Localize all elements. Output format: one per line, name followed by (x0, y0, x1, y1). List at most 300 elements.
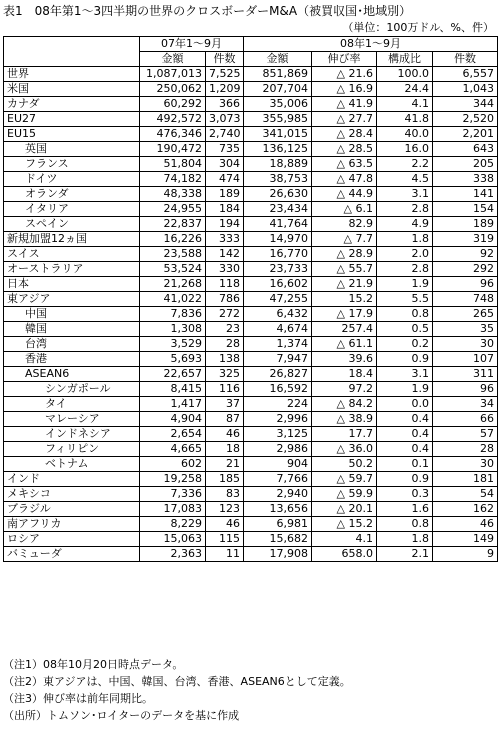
row-label: 英国 (25, 142, 47, 155)
row-label-cell (4, 97, 140, 112)
cell-share-08: 100.0 (377, 67, 433, 82)
cell-amount-07: 1,087,013 (140, 67, 206, 82)
cell-count-07: 21 (206, 457, 244, 472)
table-row (4, 367, 498, 382)
cell-growth-08: △ 17.9 (312, 307, 377, 322)
table-row (4, 202, 498, 217)
table-row (4, 187, 498, 202)
cell-amount-07: 51,804 (140, 157, 206, 172)
row-label: カナダ (7, 97, 40, 110)
table-title: 表1 08年第1～3四半期の世界のクロスボーダーM&A（被買収国･地域別） (3, 4, 412, 18)
col-header-amount-08: 金額 (244, 52, 312, 67)
cell-growth-08: 15.2 (312, 292, 377, 307)
cell-growth-08: △ 16.9 (312, 82, 377, 97)
row-label: シンガポール (45, 382, 111, 395)
row-label-cell (4, 367, 140, 382)
cell-amount-07: 2,363 (140, 547, 206, 562)
row-label-cell (4, 337, 140, 352)
cell-amount-08: 6,981 (244, 517, 312, 532)
col-header-growth-08: 伸び率 (312, 52, 377, 67)
cell-amount-08: 355,985 (244, 112, 312, 127)
table-row (4, 337, 498, 352)
cell-amount-08: 47,255 (244, 292, 312, 307)
cell-count-08: 96 (433, 382, 498, 397)
row-label: ASEAN6 (25, 367, 70, 380)
cell-count-08: 141 (433, 187, 498, 202)
cell-amount-07: 1,417 (140, 397, 206, 412)
unit-note: （単位：100万ドル、%、件） (342, 21, 494, 34)
cell-amount-08: 18,889 (244, 157, 312, 172)
row-label: タイ (45, 397, 67, 410)
cell-count-07: 2,740 (206, 127, 244, 142)
cell-growth-08: △ 47.8 (312, 172, 377, 187)
row-label-cell (4, 547, 140, 562)
row-label: ロシア (7, 532, 40, 545)
cell-growth-08: 39.6 (312, 352, 377, 367)
row-label-cell (4, 232, 140, 247)
cell-count-07: 118 (206, 277, 244, 292)
table-row (4, 472, 498, 487)
cell-amount-07: 22,657 (140, 367, 206, 382)
cell-amount-07: 4,665 (140, 442, 206, 457)
row-label-cell (4, 322, 140, 337)
row-label: フィリピン (45, 442, 100, 455)
cell-count-08: 2,201 (433, 127, 498, 142)
cell-amount-07: 8,229 (140, 517, 206, 532)
row-label: ドイツ (25, 172, 58, 185)
table-row (4, 307, 498, 322)
cell-count-07: 18 (206, 442, 244, 457)
cell-share-08: 0.5 (377, 322, 433, 337)
cell-count-07: 304 (206, 157, 244, 172)
cell-count-07: 115 (206, 532, 244, 547)
cell-count-08: 66 (433, 412, 498, 427)
cell-amount-08: 4,674 (244, 322, 312, 337)
cell-share-08: 5.5 (377, 292, 433, 307)
cell-share-08: 3.1 (377, 187, 433, 202)
row-label: 韓国 (25, 322, 47, 335)
cell-amount-07: 5,693 (140, 352, 206, 367)
table-row (4, 382, 498, 397)
table-row (4, 277, 498, 292)
row-label-cell (4, 67, 140, 82)
cell-growth-08: △ 63.5 (312, 157, 377, 172)
row-label-cell (4, 247, 140, 262)
cell-amount-08: 23,434 (244, 202, 312, 217)
footnote: （出所）トムソン･ロイターのデータを基に作成 (3, 709, 240, 722)
cell-count-07: 83 (206, 487, 244, 502)
cell-share-08: 2.8 (377, 202, 433, 217)
cell-amount-07: 41,022 (140, 292, 206, 307)
row-label-cell (4, 172, 140, 187)
cell-growth-08: △ 21.6 (312, 67, 377, 82)
row-label-cell (4, 472, 140, 487)
row-label: EU15 (7, 127, 36, 140)
row-label: 台湾 (25, 337, 47, 350)
cell-count-07: 272 (206, 307, 244, 322)
cell-amount-08: 17,908 (244, 547, 312, 562)
col-header-share-08: 構成比 (377, 52, 433, 67)
cell-amount-08: 2,940 (244, 487, 312, 502)
cell-count-07: 184 (206, 202, 244, 217)
cell-amount-07: 602 (140, 457, 206, 472)
cell-amount-08: 16,770 (244, 247, 312, 262)
cell-share-08: 0.9 (377, 472, 433, 487)
cell-share-08: 2.2 (377, 157, 433, 172)
header-period-2008: 08年1～9月 (244, 37, 498, 52)
cell-count-07: 3,073 (206, 112, 244, 127)
cell-count-08: 30 (433, 337, 498, 352)
cell-growth-08: △ 28.4 (312, 127, 377, 142)
cell-amount-07: 8,415 (140, 382, 206, 397)
cell-amount-08: 136,125 (244, 142, 312, 157)
ma-table (3, 36, 498, 562)
cell-count-07: 11 (206, 547, 244, 562)
cell-share-08: 2.1 (377, 547, 433, 562)
row-label: バミューダ (7, 547, 62, 560)
col-header-amount-07: 金額 (140, 52, 206, 67)
cell-count-08: 9 (433, 547, 498, 562)
row-label: EU27 (7, 112, 36, 125)
table-row (4, 397, 498, 412)
cell-count-08: 162 (433, 502, 498, 517)
cell-amount-07: 16,226 (140, 232, 206, 247)
cell-share-08: 41.8 (377, 112, 433, 127)
cell-count-07: 786 (206, 292, 244, 307)
table-row (4, 292, 498, 307)
row-label: イタリア (25, 202, 69, 215)
cell-amount-07: 60,292 (140, 97, 206, 112)
cell-amount-08: 7,766 (244, 472, 312, 487)
row-label-cell (4, 202, 140, 217)
cell-count-07: 46 (206, 517, 244, 532)
cell-amount-07: 53,524 (140, 262, 206, 277)
cell-amount-08: 15,682 (244, 532, 312, 547)
cell-amount-08: 6,432 (244, 307, 312, 322)
row-label-cell (4, 487, 140, 502)
row-label: ベトナム (45, 457, 89, 470)
row-label-cell (4, 397, 140, 412)
cell-count-08: 205 (433, 157, 498, 172)
cell-share-08: 2.8 (377, 262, 433, 277)
cell-count-07: 333 (206, 232, 244, 247)
row-label-cell (4, 502, 140, 517)
cell-count-07: 23 (206, 322, 244, 337)
cell-count-08: 57 (433, 427, 498, 442)
cell-count-07: 189 (206, 187, 244, 202)
cell-growth-08: △ 6.1 (312, 202, 377, 217)
cell-growth-08: 658.0 (312, 547, 377, 562)
row-label: 米国 (7, 82, 29, 95)
cell-count-08: 92 (433, 247, 498, 262)
cell-count-07: 474 (206, 172, 244, 187)
cell-growth-08: △ 55.7 (312, 262, 377, 277)
cell-count-08: 643 (433, 142, 498, 157)
cell-share-08: 0.2 (377, 337, 433, 352)
cell-share-08: 0.0 (377, 397, 433, 412)
cell-growth-08: △ 61.1 (312, 337, 377, 352)
cell-share-08: 2.0 (377, 247, 433, 262)
cell-share-08: 0.8 (377, 307, 433, 322)
cell-count-08: 34 (433, 397, 498, 412)
cell-growth-08: 4.1 (312, 532, 377, 547)
table-row (4, 127, 498, 142)
cell-count-08: 1,043 (433, 82, 498, 97)
cell-growth-08: △ 27.7 (312, 112, 377, 127)
table-row (4, 322, 498, 337)
table-row (4, 97, 498, 112)
cell-growth-08: 50.2 (312, 457, 377, 472)
cell-amount-07: 492,572 (140, 112, 206, 127)
row-label: スペイン (25, 217, 69, 230)
cell-amount-08: 851,869 (244, 67, 312, 82)
cell-count-08: 311 (433, 367, 498, 382)
row-label: 新規加盟12ヵ国 (7, 232, 87, 245)
table-row (4, 217, 498, 232)
row-label-cell (4, 442, 140, 457)
cell-share-08: 1.9 (377, 382, 433, 397)
cell-amount-07: 23,588 (140, 247, 206, 262)
cell-count-07: 194 (206, 217, 244, 232)
row-label: 日本 (7, 277, 29, 290)
row-label: 世界 (7, 67, 29, 80)
cell-share-08: 4.1 (377, 97, 433, 112)
table-row (4, 352, 498, 367)
cell-count-08: 107 (433, 352, 498, 367)
cell-count-08: 149 (433, 532, 498, 547)
cell-count-08: 265 (433, 307, 498, 322)
row-label: メキシコ (7, 487, 51, 500)
cell-amount-08: 7,947 (244, 352, 312, 367)
cell-amount-07: 476,346 (140, 127, 206, 142)
cell-count-07: 7,525 (206, 67, 244, 82)
cell-count-08: 189 (433, 217, 498, 232)
cell-count-08: 54 (433, 487, 498, 502)
cell-share-08: 1.8 (377, 532, 433, 547)
cell-count-08: 748 (433, 292, 498, 307)
footnote: （注2）東アジアは、中国、韓国、台湾、香港、ASEAN6として定義。 (3, 675, 351, 688)
row-label-cell (4, 112, 140, 127)
row-label-cell (4, 382, 140, 397)
cell-growth-08: △ 28.9 (312, 247, 377, 262)
row-label-cell (4, 292, 140, 307)
footnote: （注3）伸び率は前年同期比。 (3, 692, 153, 705)
cell-amount-07: 7,336 (140, 487, 206, 502)
cell-growth-08: △ 84.2 (312, 397, 377, 412)
table-row (4, 67, 498, 82)
header-corner (4, 37, 140, 67)
cell-amount-07: 3,529 (140, 337, 206, 352)
row-label-cell (4, 517, 140, 532)
table-row (4, 517, 498, 532)
cell-amount-08: 904 (244, 457, 312, 472)
cell-count-07: 330 (206, 262, 244, 277)
row-label-cell (4, 142, 140, 157)
row-label-cell (4, 157, 140, 172)
cell-count-07: 116 (206, 382, 244, 397)
cell-count-07: 37 (206, 397, 244, 412)
table-row (4, 487, 498, 502)
cell-count-08: 338 (433, 172, 498, 187)
row-label-cell (4, 352, 140, 367)
footnote: （注1）08年10月20日時点データ。 (3, 658, 184, 671)
cell-growth-08: △ 36.0 (312, 442, 377, 457)
cell-count-08: 154 (433, 202, 498, 217)
table-row (4, 412, 498, 427)
row-label-cell (4, 277, 140, 292)
cell-amount-08: 14,970 (244, 232, 312, 247)
cell-amount-08: 16,592 (244, 382, 312, 397)
row-label-cell (4, 412, 140, 427)
cell-count-07: 185 (206, 472, 244, 487)
cell-growth-08: △ 28.5 (312, 142, 377, 157)
cell-count-07: 28 (206, 337, 244, 352)
cell-share-08: 1.8 (377, 232, 433, 247)
cell-amount-07: 19,258 (140, 472, 206, 487)
cell-count-07: 735 (206, 142, 244, 157)
row-label: マレーシア (45, 412, 100, 425)
cell-amount-08: 3,125 (244, 427, 312, 442)
table-body (4, 37, 498, 562)
cell-growth-08: △ 41.9 (312, 97, 377, 112)
cell-amount-07: 1,308 (140, 322, 206, 337)
cell-amount-08: 38,753 (244, 172, 312, 187)
cell-share-08: 0.4 (377, 412, 433, 427)
cell-amount-07: 48,338 (140, 187, 206, 202)
row-label-cell (4, 262, 140, 277)
cell-amount-08: 26,827 (244, 367, 312, 382)
cell-growth-08: 17.7 (312, 427, 377, 442)
table-row (4, 502, 498, 517)
row-label: スイス (7, 247, 40, 260)
table-row (4, 442, 498, 457)
table-row (4, 262, 498, 277)
cell-count-07: 142 (206, 247, 244, 262)
cell-count-08: 344 (433, 97, 498, 112)
row-label-cell (4, 307, 140, 322)
cell-amount-08: 1,374 (244, 337, 312, 352)
cell-count-08: 181 (433, 472, 498, 487)
cell-growth-08: △ 15.2 (312, 517, 377, 532)
cell-count-07: 366 (206, 97, 244, 112)
row-label: ブラジル (7, 502, 51, 515)
cell-growth-08: △ 59.7 (312, 472, 377, 487)
table-row (4, 427, 498, 442)
header-row-periods (4, 37, 498, 52)
cell-amount-08: 41,764 (244, 217, 312, 232)
row-label: 東アジア (7, 292, 51, 305)
row-label-cell (4, 457, 140, 472)
cell-amount-07: 24,955 (140, 202, 206, 217)
cell-growth-08: △ 21.9 (312, 277, 377, 292)
cell-amount-08: 2,996 (244, 412, 312, 427)
row-label: インド (7, 472, 40, 485)
cell-amount-08: 341,015 (244, 127, 312, 142)
cell-count-07: 87 (206, 412, 244, 427)
row-label: インドネシア (45, 427, 111, 440)
cell-share-08: 4.5 (377, 172, 433, 187)
cell-amount-07: 4,904 (140, 412, 206, 427)
row-label-cell (4, 217, 140, 232)
row-label: フランス (25, 157, 69, 170)
footnotes (3, 656, 351, 724)
cell-growth-08: 18.4 (312, 367, 377, 382)
cell-amount-07: 190,472 (140, 142, 206, 157)
cell-count-07: 123 (206, 502, 244, 517)
cell-amount-08: 2,986 (244, 442, 312, 457)
cell-share-08: 3.1 (377, 367, 433, 382)
cell-share-08: 0.8 (377, 517, 433, 532)
cell-share-08: 1.6 (377, 502, 433, 517)
cell-amount-07: 22,837 (140, 217, 206, 232)
cell-count-08: 96 (433, 277, 498, 292)
table-row (4, 547, 498, 562)
cell-share-08: 0.4 (377, 442, 433, 457)
row-label-cell (4, 427, 140, 442)
cell-count-08: 2,520 (433, 112, 498, 127)
cell-amount-07: 21,268 (140, 277, 206, 292)
cell-growth-08: △ 38.9 (312, 412, 377, 427)
cell-growth-08: 257.4 (312, 322, 377, 337)
row-label-cell (4, 82, 140, 97)
cell-count-08: 30 (433, 457, 498, 472)
header-period-2007: 07年1～9月 (140, 37, 244, 52)
table-row (4, 82, 498, 97)
cell-count-08: 292 (433, 262, 498, 277)
cell-amount-08: 35,006 (244, 97, 312, 112)
cell-growth-08: △ 44.9 (312, 187, 377, 202)
table-row (4, 457, 498, 472)
cell-share-08: 24.4 (377, 82, 433, 97)
row-label: 香港 (25, 352, 47, 365)
cell-amount-08: 207,704 (244, 82, 312, 97)
cell-share-08: 1.9 (377, 277, 433, 292)
cell-amount-08: 224 (244, 397, 312, 412)
cell-count-08: 28 (433, 442, 498, 457)
cell-count-07: 325 (206, 367, 244, 382)
cell-share-08: 40.0 (377, 127, 433, 142)
table-row (4, 142, 498, 157)
cell-share-08: 0.4 (377, 427, 433, 442)
cell-growth-08: △ 59.9 (312, 487, 377, 502)
cell-amount-07: 15,063 (140, 532, 206, 547)
cell-amount-07: 2,654 (140, 427, 206, 442)
cell-share-08: 4.9 (377, 217, 433, 232)
row-label-cell (4, 127, 140, 142)
table-row (4, 247, 498, 262)
cell-share-08: 0.1 (377, 457, 433, 472)
row-label: オランダ (25, 187, 69, 200)
cell-amount-08: 26,630 (244, 187, 312, 202)
row-label: 中国 (25, 307, 47, 320)
cell-share-08: 16.0 (377, 142, 433, 157)
row-label: オーストラリア (7, 262, 84, 275)
col-header-count-08: 件数 (433, 52, 498, 67)
table-row (4, 172, 498, 187)
table-row (4, 112, 498, 127)
cell-growth-08: △ 7.7 (312, 232, 377, 247)
cell-share-08: 0.9 (377, 352, 433, 367)
cell-amount-07: 17,083 (140, 502, 206, 517)
table-row (4, 232, 498, 247)
cell-amount-07: 74,182 (140, 172, 206, 187)
cell-amount-08: 23,733 (244, 262, 312, 277)
cell-growth-08: △ 20.1 (312, 502, 377, 517)
cell-count-08: 6,557 (433, 67, 498, 82)
cell-growth-08: 82.9 (312, 217, 377, 232)
col-header-count-07: 件数 (206, 52, 244, 67)
table-row (4, 157, 498, 172)
